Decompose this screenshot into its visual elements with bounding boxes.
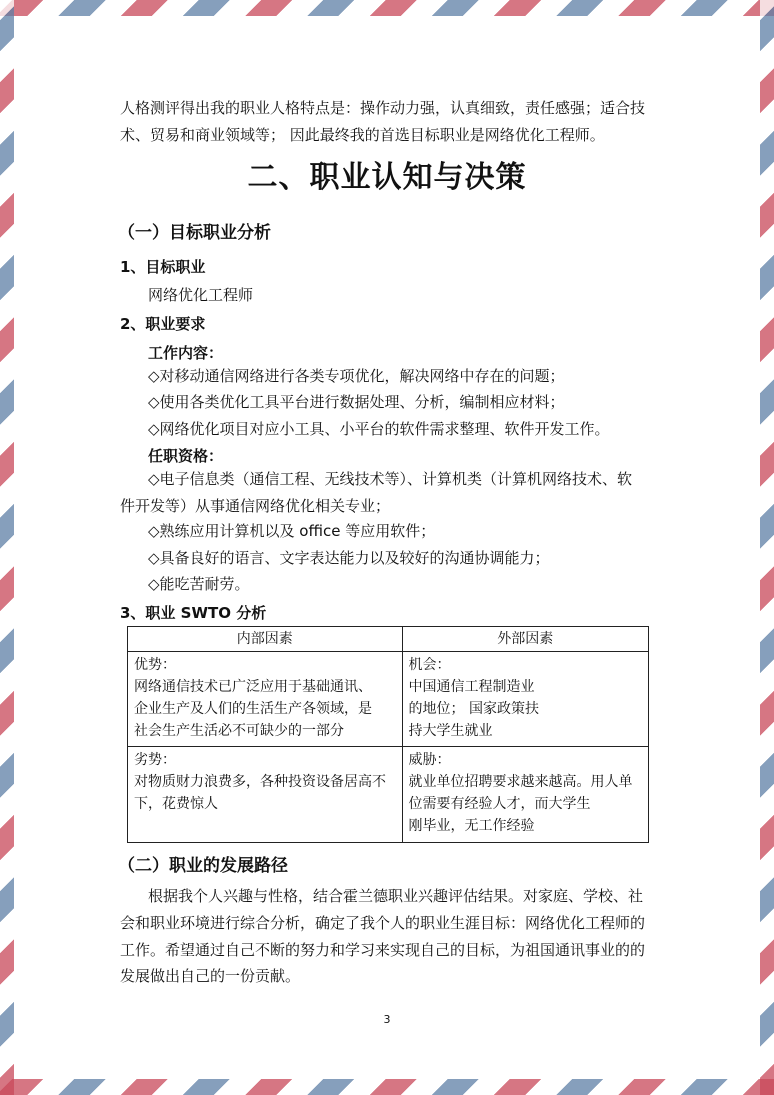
swot-table xyxy=(127,626,649,843)
work-item-2: ◇使用各类优化工具平台进行数据处理、分析，编制相应材料； xyxy=(148,393,565,411)
threat-line-1: 就业单位招聘要求越来越高。用人单 xyxy=(408,774,633,790)
strength-label: 优势： xyxy=(134,657,176,673)
work-item-1: ◇对移动通信网络进行各类专项优化，解决网络中存在的问题； xyxy=(148,367,565,385)
weakness-line-2: 下，花费惊人 xyxy=(134,796,218,812)
qualification-item-1: ◇熟练应用计算机以及 office 等应用软件； xyxy=(148,522,436,540)
subsection-title-path: （二）职业的发展路径 xyxy=(118,856,288,876)
item-target-career-title: 1、目标职业 xyxy=(120,258,206,276)
intro-line-2: 术、贸易和商业领域等； 因此最终我的首选目标职业是网络优化工程师。 xyxy=(120,126,605,144)
path-line-2: 会和职业环境进行综合分析，确定了我个人的职业生涯目标：网络优化工程师的 xyxy=(120,914,646,932)
opportunity-line-3: 持大学生就业 xyxy=(408,723,493,739)
path-line-1: 根据我个人兴趣与性格，结合霍兰德职业兴趣评估结果。对家庭、学校、社 xyxy=(148,887,644,905)
weakness-label: 劣势： xyxy=(134,752,176,768)
threat-line-3: 刚毕业，无工作经验 xyxy=(408,818,535,834)
strength-line-2: 企业生产及人们的生活生产各领域，是 xyxy=(134,701,372,717)
qualification-item-3: ◇能吃苦耐劳。 xyxy=(148,575,250,593)
work-item-3: ◇网络优化项目对应小工具、小平台的软件需求整理、软件开发工作。 xyxy=(148,420,610,438)
page-number: 3 xyxy=(383,1013,391,1026)
opportunity-label: 机会： xyxy=(408,657,451,673)
qualification-item-2: ◇具备良好的语言、文字表达能力以及较好的沟通协调能力； xyxy=(148,549,550,567)
threat-line-2: 位需要有经验人才，而大学生 xyxy=(408,796,591,812)
item-target-career-text: 网络优化工程师 xyxy=(148,286,254,304)
intro-line-1: 人格测评得出我的职业人格特点是：操作动力强，认真细致，责任感强；适合技 xyxy=(120,99,646,117)
opportunity-line-1: 中国通信工程制造业 xyxy=(408,679,535,695)
swot-threat-cell xyxy=(402,747,649,843)
section-title: 二、职业认知与决策 xyxy=(247,160,527,195)
path-line-3: 工作。希望通过自己不断的努力和学习来实现自己的目标，为祖国通讯事业的的 xyxy=(120,941,646,959)
qualification-line-1: ◇电子信息类（通信工程、无线技术等）、计算机类（计算机网络技术、软 xyxy=(148,470,633,488)
item-requirements-title: 2、职业要求 xyxy=(120,315,206,333)
item-swot-title: 3、职业 SWTO 分析 xyxy=(120,604,267,622)
swot-opportunity-cell xyxy=(402,652,649,747)
swot-header-internal: 内部因素 xyxy=(128,627,403,652)
path-line-4: 发展做出自己的一份贡献。 xyxy=(120,967,301,985)
strength-line-3: 社会生产生活必不可缺少的一部分 xyxy=(134,723,344,739)
swot-strength-cell xyxy=(128,652,403,747)
work-content-title: 工作内容： xyxy=(148,344,224,362)
weakness-line-1: 对物质财力浪费多，各种投资设备居高不 xyxy=(134,774,386,790)
opportunity-line-2: 的地位； 国家政策扶 xyxy=(408,701,539,717)
subsection-title-target: （一）目标职业分析 xyxy=(118,223,271,243)
swot-weakness-cell xyxy=(128,747,403,843)
threat-label: 威胁： xyxy=(408,752,451,768)
qualification-line-2: 件开发等）从事通信网络优化相关专业； xyxy=(120,497,391,515)
qualification-title: 任职资格： xyxy=(148,447,224,465)
strength-line-1: 网络通信技术已广泛应用于基础通讯、 xyxy=(134,679,372,695)
swot-header-external: 外部因素 xyxy=(402,627,649,652)
